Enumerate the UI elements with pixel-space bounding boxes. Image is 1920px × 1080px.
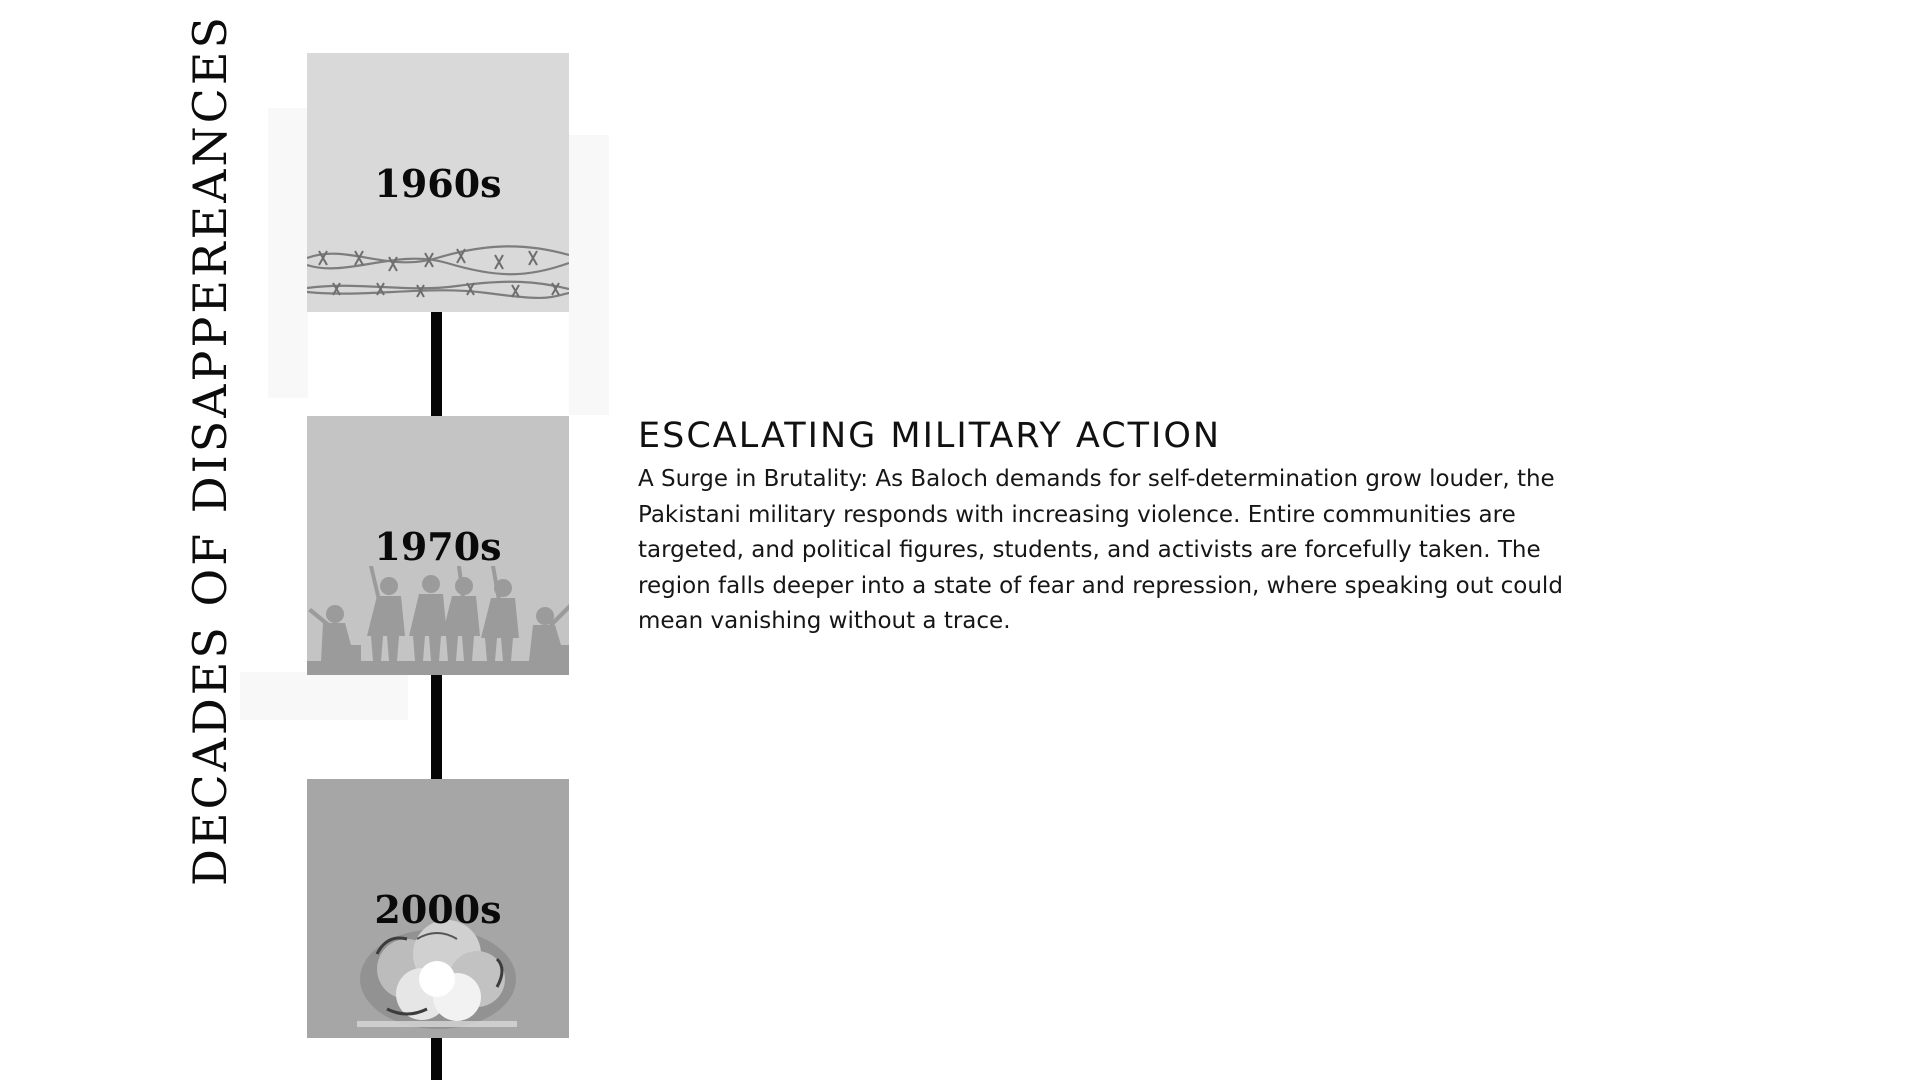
- ghost-shape-right: [569, 135, 609, 415]
- timeline-tile-1970s[interactable]: [307, 416, 569, 675]
- tile-label-1960s: 1960s: [374, 161, 502, 206]
- timeline-tile-2000s[interactable]: [307, 779, 569, 1038]
- ghost-shape-bottom: [240, 672, 408, 720]
- tile-label-2000s: 2000s: [374, 887, 502, 932]
- timeline-tile-1960s[interactable]: [307, 53, 569, 312]
- page-title: DECADES OF DISAPPEREANCES: [183, 14, 237, 886]
- content-panel: [638, 416, 1588, 640]
- tile-label-1970s: 1970s: [374, 524, 502, 569]
- section-body: A Surge in Brutality: As Baloch demands for self-determination grow louder, the Pakistani military responds with increasing violence. Entire communities are targeted, and political figures, students, and activists are forcefully taken. The region falls deeper into a state of fear and repression, where speaking out could mean vanishing without a trace.: [638, 466, 1563, 634]
- section-heading: ESCALATING MILITARY ACTION: [638, 416, 1222, 456]
- ghost-shape-left: [268, 108, 308, 398]
